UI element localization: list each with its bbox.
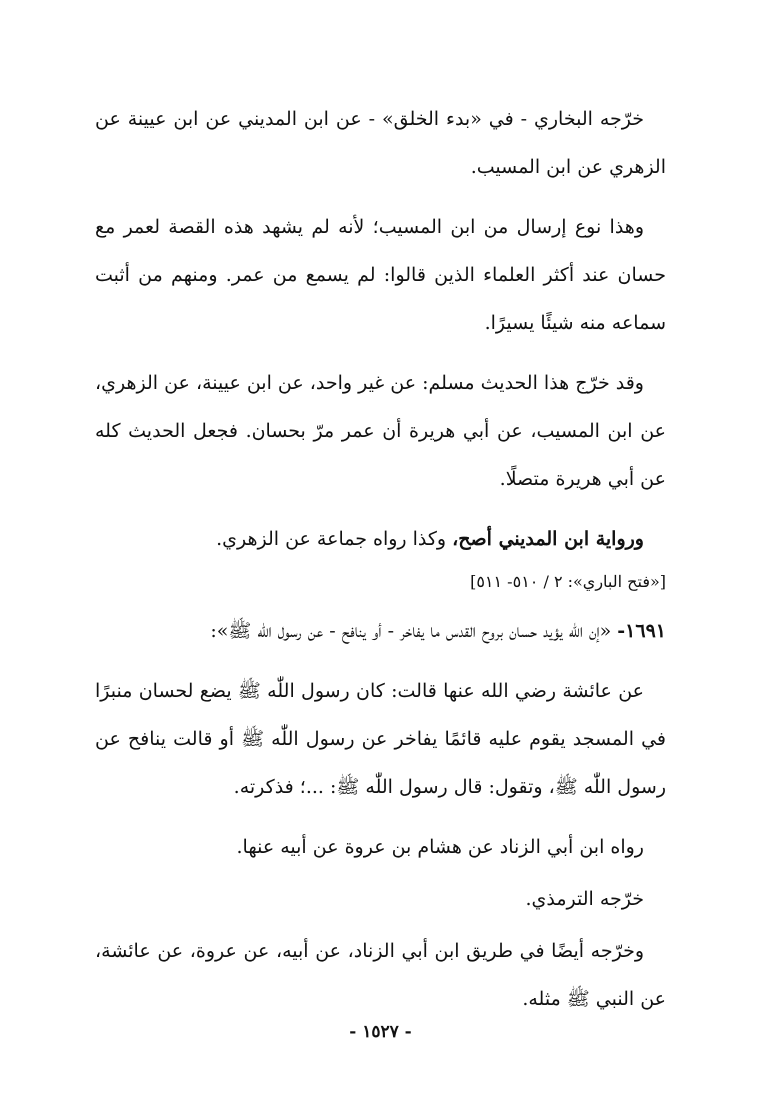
hadith-number: ١٦٩١- [617, 620, 666, 642]
paragraph-bukhari: خرّجه البخاري - في «بدء الخلق» - عن ابن المديني عن ابن عيينة عن الزهري عن ابن المسيب. [95, 108, 666, 178]
page-number: - ١٥٢٧ - [349, 1022, 412, 1042]
source-reference: [«فتح الباري»: ٢ / ٥١٠- ٥١١] [470, 572, 666, 591]
paragraph-conclusion [95, 515, 666, 563]
paragraph-irsal: وهذا نوع إرسال من ابن المسيب؛ لأنه لم يشهد هذه القصة لعمر مع حسان عند أكثر العلماء الذين قالوا: لم يسمع من عمر. ومنهم من أثبت سماعه منه شيئًا يسيرًا. [95, 216, 666, 334]
hadith-title: «إن اللّٰه يؤيد حسان بروح القدس ما يفاخر - أو ينافح - عن رسول اللّٰه ﷺ»: [210, 620, 618, 642]
paragraph-narration: رواه ابن أبي الزناد عن هشام بن عروة عن أبيه عنها. [236, 836, 644, 858]
paragraph-tirmidhi: خرّجه الترمذي. [525, 888, 644, 910]
conclusion-bold-text: ورواية ابن المديني أصح، [452, 528, 644, 550]
page-body [95, 95, 666, 1035]
hadith-heading [95, 607, 666, 655]
conclusion-text: وكذا رواه جماعة عن الزهري. [216, 528, 453, 550]
paragraph-aisha: عن عائشة رضي الله عنها قالت: كان رسول اللّٰه ﷺ يضع لحسان منبرًا في المسجد يقوم عليه قائمًا يفاخر عن رسول اللّٰه ﷺ أو قالت ينافح عن رسول اللّٰه ﷺ، وتقول: قال رسول اللّٰه ﷺ: ...؛ فذكرته. [95, 680, 666, 798]
paragraph-muslim: وقد خرّج هذا الحديث مسلم: عن غير واحد، عن ابن عيينة، عن الزهري، عن ابن المسيب، عن أبي هريرة أن عمر مرّ بحسان. فجعل الحديث كله عن أبي هريرة متصلًا. [95, 372, 666, 490]
paragraph-other-route: وخرّجه أيضًا في طريق ابن أبي الزناد، عن أبيه، عن عروة، عن عائشة، عن النبي ﷺ مثله. [95, 940, 666, 1010]
